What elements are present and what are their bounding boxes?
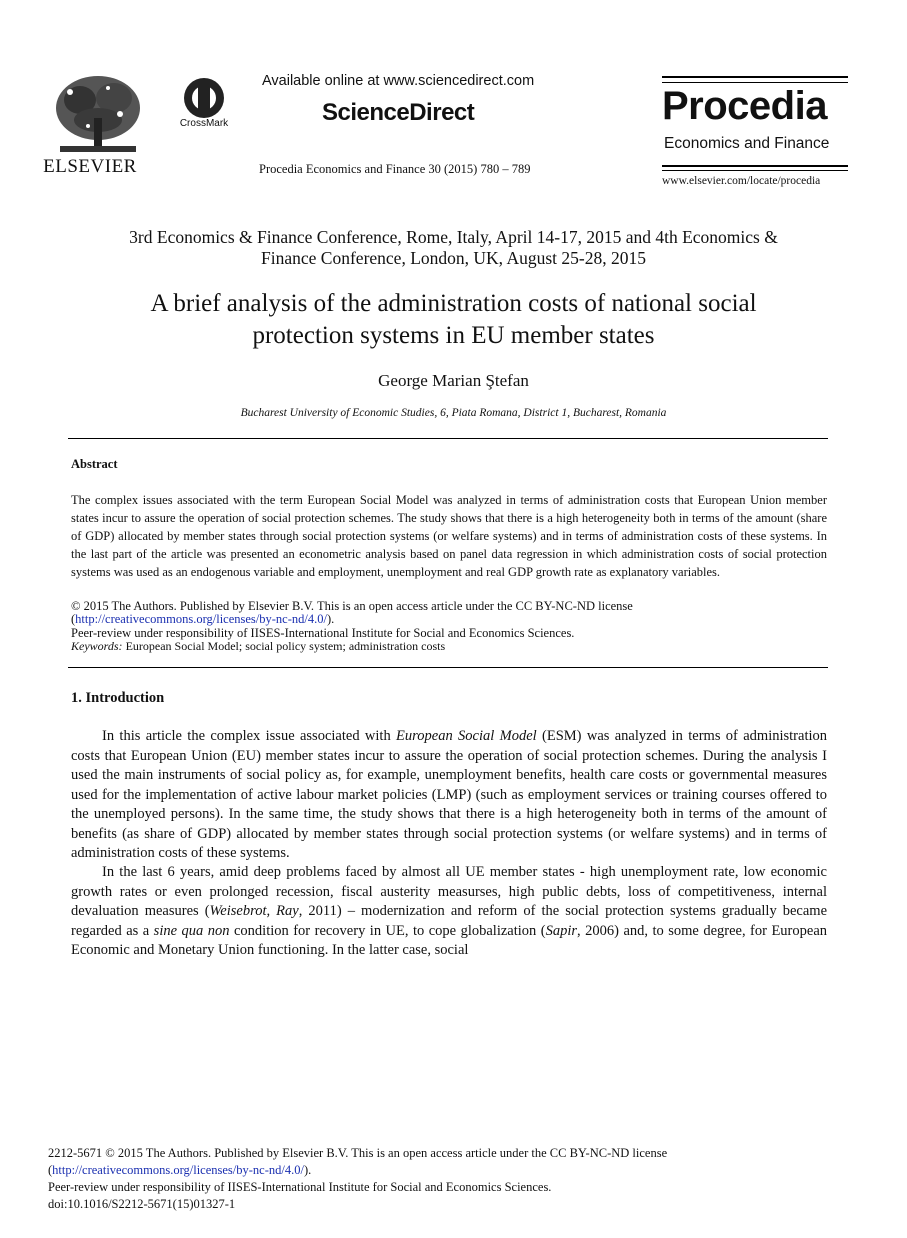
- abstract-text: The complex issues associated with the term European Social Model was analyzed in terms of administration costs that European Union member states incur to assure the operation of social protection schemes. The study shows that there is a high heterogeneity both in terms of the amount (share of GDP) allocated by member states through social protection systems (or welfare systems) and in terms of administration costs of these systems. In the last part of the article was presented an econometric analysis based on panel data regression in which administration costs of social protection systems was used as an endogenous variable and employment, unemployment and real GDP growth rate as explanatory variables.: [71, 493, 827, 579]
- emphasis: sine qua non: [153, 922, 230, 939]
- divider: [68, 438, 828, 439]
- author-name: George Marian Ştefan: [378, 371, 529, 390]
- keywords-line: [71, 639, 445, 653]
- divider: [68, 667, 828, 668]
- emphasis: European Social Model: [396, 728, 537, 744]
- text-run: In the last 6 years, amid deep problems faced by almost all UE member states - high unemployment rate, low economic growth rates or even prolonged recession, fiscal austerity measurses, high public debts, loss of competitiveness, internal devaluation measures (: [71, 864, 827, 919]
- divider: [662, 82, 848, 83]
- intro-paragraph-1: [71, 727, 827, 864]
- footer-license-link[interactable]: http://creativecommons.org/licenses/by-nc-nd/4.0/: [52, 1163, 304, 1177]
- paren: (: [48, 1163, 53, 1177]
- conference-line: 3rd Economics & Finance Conference, Rome, Italy, April 14-17, 2015 and 4th Economics &: [129, 227, 778, 247]
- text-run: condition for recovery in UE, to cope globalization (: [229, 922, 546, 939]
- license-line: [71, 612, 334, 626]
- license-link[interactable]: http://creativecommons.org/licenses/by-nc-nd/4.0/: [75, 612, 327, 626]
- text-run: In this article the complex issue associated with: [102, 728, 397, 744]
- paper-title: [40, 288, 867, 352]
- text-run: , 2011) – modernization and reform of the social protection systems gradually became regarded as a: [71, 903, 828, 939]
- section-heading: 1. Introduction: [71, 690, 165, 706]
- conference-info: [40, 227, 867, 269]
- footer-license: [48, 1162, 311, 1178]
- keywords-label: Keywords:: [71, 639, 123, 653]
- peer-review-line: Peer-review under responsibility of IISES-International Institute for Social and Economics Sciences.: [71, 626, 575, 640]
- copyright-line: © 2015 The Authors. Published by Elsevier B.V. This is an open access article under the CC BY-NC-ND license: [71, 599, 633, 613]
- footer-peer-review: Peer-review under responsibility of IISES-International Institute for Social and Economics Sciences.: [48, 1180, 552, 1194]
- citation-link[interactable]: Weisebrot, Ray: [209, 903, 299, 919]
- footer-copyright: 2212-5671 © 2015 The Authors. Published by Elsevier B.V. This is an open access article under the CC BY-NC-ND license: [48, 1146, 668, 1160]
- text-run: , 2006) and, to some degree, for European Economic and Monetary Union functioning. In the latter case, social: [71, 922, 828, 958]
- conference-line: Finance Conference, London, UK, August 25-28, 2015: [261, 248, 646, 268]
- citation-link[interactable]: Sapir: [545, 922, 578, 939]
- text-run: (ESM) was analyzed in terms of administration costs that European Union (EU) member states incur to assure the operation of social protection schemes. During the analysis I used the main instruments of social policy as, for example, unemployment benefits, health care costs or governmental measures used for the implementation of active labour market policies (LMP) (such as employment services or training courses offered to the unemployed persons). In the same time, the study shows that there is a high heterogeneity both in terms of the amount of benefits (as share of GDP) allocated by member states through social protection systems (or welfare systems) and in terms of administration costs of these systems.: [71, 728, 827, 861]
- journal-brand-subtitle: Economics and Finance: [664, 135, 830, 152]
- title-line: A brief analysis of the administration costs of national social: [150, 290, 757, 317]
- paren: (: [71, 612, 76, 626]
- journal-citation: Procedia Economics and Finance 30 (2015) 780 – 789: [259, 162, 531, 176]
- footer-doi[interactable]: doi:10.1016/S2212-5671(15)01327-1: [48, 1197, 236, 1211]
- divider: [662, 170, 848, 171]
- keywords-list: European Social Model; social policy system; administration costs: [122, 639, 446, 653]
- abstract-heading: Abstract: [71, 457, 118, 471]
- publisher-wordmark: ELSEVIER: [43, 156, 137, 177]
- sciencedirect-brand[interactable]: ScienceDirect: [322, 99, 475, 126]
- crossmark-label: CrossMark: [179, 118, 229, 129]
- divider: [662, 76, 848, 78]
- title-line: protection systems in EU member states: [252, 322, 655, 349]
- available-online-text[interactable]: Available online at www.sciencedirect.com: [262, 73, 535, 89]
- journal-url[interactable]: www.elsevier.com/locate/procedia: [662, 175, 821, 187]
- paren: ).: [326, 612, 335, 626]
- divider: [662, 165, 848, 167]
- author-affiliation: Bucharest University of Economic Studies, 6, Piata Romana, District 1, Bucharest, Romania: [240, 407, 667, 419]
- intro-paragraph-2: [71, 863, 827, 961]
- journal-brand: Procedia: [662, 84, 827, 128]
- paren: ).: [303, 1163, 312, 1177]
